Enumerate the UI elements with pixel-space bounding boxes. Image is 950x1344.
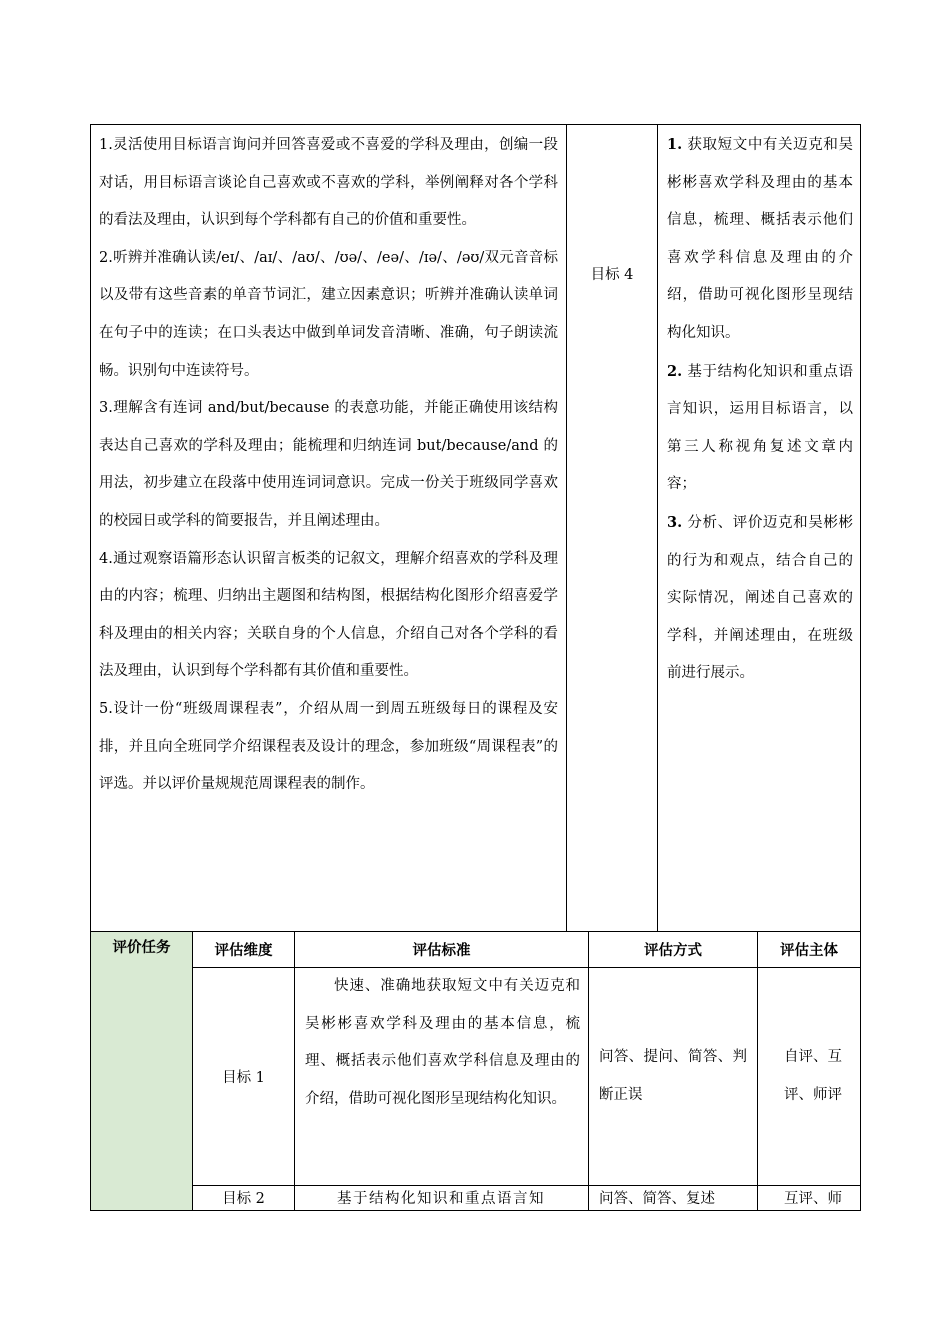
subject-cell: 互评、师 (758, 1186, 861, 1211)
objective-paragraph: 5.设计一份“班级周课程表”，介绍从周一到周五班级每日的课程及安排，并且向全班同学介绍课程表及设计的理念，参加班级“周课程表”的评选。并以评价量规规范周课程表的制作。 (99, 700, 558, 793)
header-standard: 评估标准 (295, 932, 589, 968)
header-method: 评估方式 (589, 932, 758, 968)
standard-text: 快速、准确地获取短文中有关迈克和吴彬彬喜欢学科及理由的基本信息，梳理、概括表示他们喜欢学科信息及理由的介绍，借助可视化图形呈现结构化知识。 (305, 978, 580, 1107)
objective-detail-item: 3. 分析、评价迈克和吴彬彬的行为和观点，结合自己的实际情况，阐述自己喜欢的学科，并阐述理由，在班级前进行展示。 (667, 513, 853, 682)
objective-detail-cell (658, 125, 861, 932)
objective-paragraph: 1.灵活使用目标语言询问并回答喜爱或不喜爱的学科及理由，创编一段对话，用目标语言谈论自己喜欢或不喜欢的学科，举例阐释对各个学科的看法及理由，认识到每个学科都有自己的价值和重要性。 (99, 137, 558, 229)
objective-label-cell (567, 125, 658, 932)
objectives-table (90, 124, 861, 932)
dimension-cell: 目标 1 (193, 968, 295, 1186)
header-subject: 评估主体 (758, 932, 861, 968)
standard-cell (295, 968, 589, 1186)
evaluation-task-label: 评价任务 (112, 939, 171, 956)
objective-label: 目标 4 (590, 267, 634, 283)
evaluation-task-cell (91, 932, 193, 1211)
objectives-list-cell (91, 125, 567, 932)
method-cell: 问答、简答、复述 (589, 1186, 758, 1211)
method-cell: 问答、提问、简答、判断正误 (589, 968, 758, 1186)
standard-cell: 基于结构化知识和重点语言知 (295, 1186, 589, 1211)
objective-detail-item: 2. 基于结构化知识和重点语言知识，运用目标语言，以第三人称视角复述文章内容； (667, 362, 853, 493)
objective-paragraph: 2.听辨并准确认读/eɪ/、/aɪ/、/aʊ/、/ʊə/、/eə/、/ɪə/、/əʊ/双元音音标以及带有这些音素的单音节词汇，建立因素意识；听辨并准确认读单词在句子中的连读；在口头表达中做到单词发音清晰、准确，句子朗读流畅。识别句中连读符号。 (99, 249, 558, 379)
objective-paragraph: 3.理解含有连词 and/but/because 的表意功能，并能正确使用该结构表达自己喜欢的学科及理由；能梳理和归纳连词 but/because/and 的用法，初步建立在段落中使用连词词意识。完成一份关于班级同学喜欢的校园日或学科的简要报告，并且阐述理由。 (99, 400, 558, 529)
evaluation-table (90, 931, 861, 1211)
dimension-cell: 目标 2 (193, 1186, 295, 1211)
objective-paragraph: 4.通过观察语篇形态认识留言板类的记叙文，理解介绍喜欢的学科及理由的内容；梳理、归纳出主题图和结构图，根据结构化图形介绍喜爱学科及理由的相关内容；关联自身的个人信息，介绍自己对各个学科的看法及理由，认识到每个学科都有其价值和重要性。 (99, 550, 558, 680)
subject-cell: 自评、互评、师评 (758, 968, 861, 1186)
header-dimension: 评估维度 (193, 932, 295, 968)
objective-detail-item: 1. 获取短文中有关迈克和吴彬彬喜欢学科及理由的基本信息，梳理、概括表示他们喜欢学科信息及理由的介绍，借助可视化图形呈现结构化知识。 (667, 136, 853, 341)
